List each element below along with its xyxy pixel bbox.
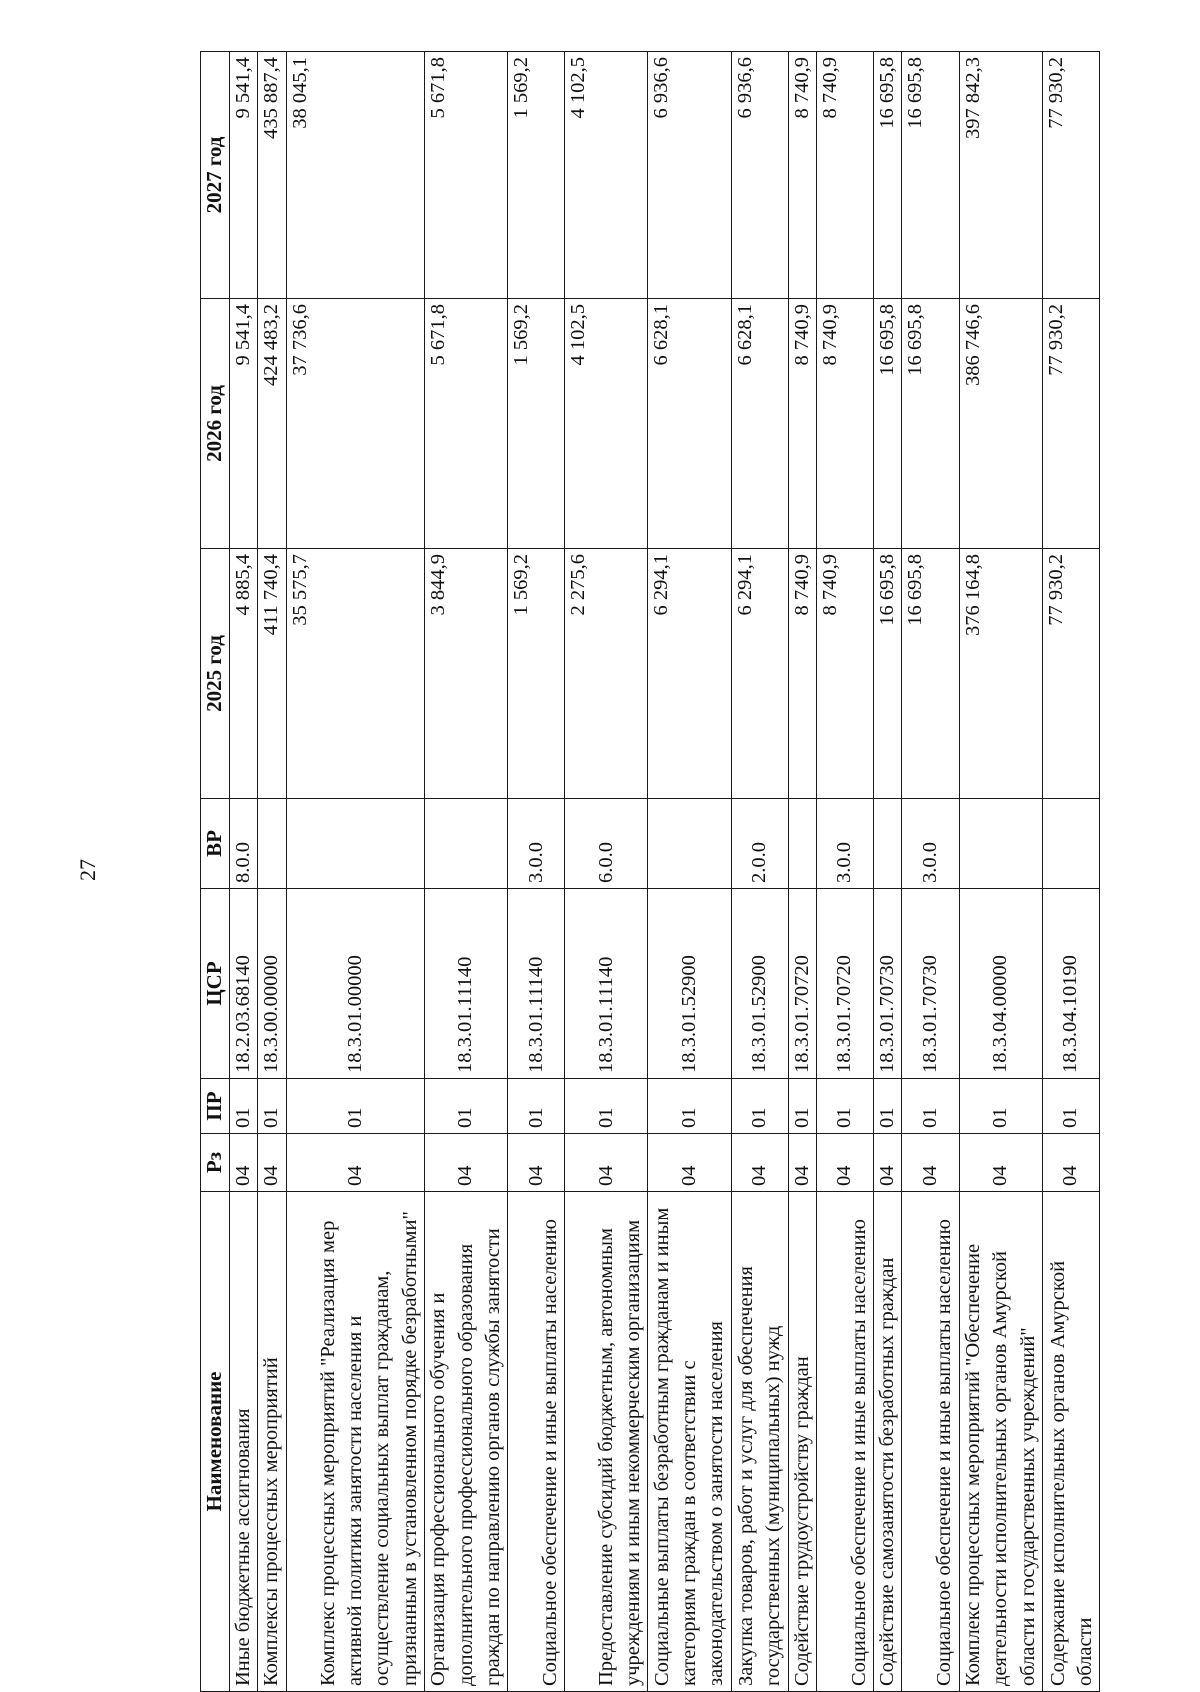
cell-name: Содействие трудоустройству граждан [788, 1192, 816, 1692]
cell-2027: 77 930,2 [1042, 52, 1099, 299]
cell-csr: 18.2.03.68140 [229, 889, 257, 1079]
cell-2027: 16 695,8 [902, 52, 959, 299]
cell-rz: 04 [508, 1134, 565, 1192]
table-row [565, 52, 648, 1692]
cell-vr [648, 799, 731, 889]
cell-2027: 38 045,1 [286, 52, 424, 299]
cell-rz: 04 [648, 1134, 731, 1192]
cell-name: Иные бюджетные ассигнования [229, 1192, 257, 1692]
cell-2027: 9 541,4 [229, 52, 257, 299]
cell-vr: 3.0.0 [817, 799, 874, 889]
table-row [258, 52, 286, 1692]
table-row [788, 52, 816, 1692]
cell-pr: 01 [229, 1079, 257, 1134]
cell-rz: 04 [1042, 1134, 1099, 1192]
table-row [508, 52, 565, 1692]
cell-vr [874, 799, 902, 889]
cell-2025: 3 844,9 [424, 549, 507, 799]
cell-vr [286, 799, 424, 889]
cell-pr: 01 [508, 1079, 565, 1134]
cell-vr [424, 799, 507, 889]
cell-name: Содействие самозанятости безработных граждан [874, 1192, 902, 1692]
cell-csr: 18.3.01.70730 [874, 889, 902, 1079]
cell-2026: 5 671,8 [424, 299, 507, 549]
header-name: Наименование [201, 1192, 230, 1692]
table-row [648, 52, 731, 1692]
cell-rz: 04 [731, 1134, 788, 1192]
cell-csr: 18.3.01.70730 [902, 889, 959, 1079]
cell-pr: 01 [874, 1079, 902, 1134]
table-row [959, 52, 1042, 1692]
table-row [817, 52, 874, 1692]
cell-2025: 1 569,2 [508, 549, 565, 799]
cell-2026: 6 628,1 [731, 299, 788, 549]
header-rz: Рз [201, 1134, 230, 1192]
budget-table-container [200, 52, 1100, 1692]
cell-2026: 77 930,2 [1042, 299, 1099, 549]
cell-2026: 37 736,6 [286, 299, 424, 549]
cell-pr: 01 [424, 1079, 507, 1134]
header-csr: ЦСР [201, 889, 230, 1079]
cell-csr: 18.3.00.00000 [258, 889, 286, 1079]
cell-2027: 6 936,6 [648, 52, 731, 299]
cell-csr: 18.3.01.11140 [424, 889, 507, 1079]
cell-2026: 386 746,6 [959, 299, 1042, 549]
cell-rz: 04 [286, 1134, 424, 1192]
cell-2025: 16 695,8 [902, 549, 959, 799]
cell-rz: 04 [424, 1134, 507, 1192]
cell-rz: 04 [959, 1134, 1042, 1192]
cell-2025: 16 695,8 [874, 549, 902, 799]
cell-2025: 77 930,2 [1042, 549, 1099, 799]
cell-vr: 3.0.0 [902, 799, 959, 889]
table-row [286, 52, 424, 1692]
cell-csr: 18.3.01.52900 [648, 889, 731, 1079]
cell-2027: 6 936,6 [731, 52, 788, 299]
header-row [201, 52, 230, 1692]
cell-2026: 8 740,9 [788, 299, 816, 549]
budget-table [200, 51, 1100, 1692]
cell-pr: 01 [565, 1079, 648, 1134]
header-2025: 2025 год [201, 549, 230, 799]
cell-rz: 04 [902, 1134, 959, 1192]
cell-pr: 01 [1042, 1079, 1099, 1134]
cell-rz: 04 [874, 1134, 902, 1192]
cell-2027: 4 102,5 [565, 52, 648, 299]
cell-2026: 4 102,5 [565, 299, 648, 549]
table-row [874, 52, 902, 1692]
cell-pr: 01 [817, 1079, 874, 1134]
header-vr: ВР [201, 799, 230, 889]
cell-name: Закупка товаров, работ и услуг для обеспечения государственных (муниципальных) нужд [731, 1192, 788, 1692]
cell-vr: 3.0.0 [508, 799, 565, 889]
cell-pr: 01 [648, 1079, 731, 1134]
cell-2025: 8 740,9 [817, 549, 874, 799]
cell-rz: 04 [817, 1134, 874, 1192]
cell-2025: 2 275,6 [565, 549, 648, 799]
cell-2027: 8 740,9 [817, 52, 874, 299]
table-row [424, 52, 507, 1692]
cell-vr: 8.0.0 [229, 799, 257, 889]
cell-2026: 424 483,2 [258, 299, 286, 549]
cell-name: Комплекс процессных мероприятий "Обеспечение деятельности исполнительных органов Амурской области и государственных учреждений" [959, 1192, 1042, 1692]
cell-csr: 18.3.01.11140 [508, 889, 565, 1079]
cell-pr: 01 [731, 1079, 788, 1134]
cell-vr: 2.0.0 [731, 799, 788, 889]
cell-name: Комплекс процессных мероприятий "Реализация мер активной политики занятости населения и осуществление социальных выплат гражданам, признанным в установленном порядке безработными" [286, 1192, 424, 1692]
cell-name: Содержание исполнительных органов Амурской области [1042, 1192, 1099, 1692]
table-row [902, 52, 959, 1692]
cell-csr: 18.3.01.70720 [788, 889, 816, 1079]
cell-2027: 8 740,9 [788, 52, 816, 299]
cell-2027: 435 887,4 [258, 52, 286, 299]
cell-2027: 1 569,2 [508, 52, 565, 299]
cell-vr [1042, 799, 1099, 889]
table-row [1042, 52, 1099, 1692]
header-2027: 2027 год [201, 52, 230, 299]
cell-rz: 04 [258, 1134, 286, 1192]
cell-csr: 18.3.04.00000 [959, 889, 1042, 1079]
cell-2026: 16 695,8 [874, 299, 902, 549]
cell-2025: 6 294,1 [648, 549, 731, 799]
cell-csr: 18.3.01.11140 [565, 889, 648, 1079]
cell-csr: 18.3.01.70720 [817, 889, 874, 1079]
table-row [229, 52, 257, 1692]
cell-2025: 4 885,4 [229, 549, 257, 799]
cell-2025: 8 740,9 [788, 549, 816, 799]
cell-name: Предоставление субсидий бюджетным, автономным учреждениям и иным некоммерческим организациям [565, 1192, 648, 1692]
header-2026: 2026 год [201, 299, 230, 549]
cell-2025: 35 575,7 [286, 549, 424, 799]
cell-name: Организация профессионального обучения и дополнительного профессионального образования граждан по направлению органов службы занятости [424, 1192, 507, 1692]
cell-csr: 18.3.01.00000 [286, 889, 424, 1079]
cell-pr: 01 [286, 1079, 424, 1134]
cell-name: Социальное обеспечение и иные выплаты населению [817, 1192, 874, 1692]
cell-2025: 6 294,1 [731, 549, 788, 799]
cell-2026: 6 628,1 [648, 299, 731, 549]
cell-pr: 01 [902, 1079, 959, 1134]
cell-pr: 01 [258, 1079, 286, 1134]
cell-name: Социальные выплаты безработным гражданам и иным категориям граждан в соответствии с законодательством о занятости населения [648, 1192, 731, 1692]
cell-2026: 9 541,4 [229, 299, 257, 549]
cell-vr [959, 799, 1042, 889]
cell-pr: 01 [788, 1079, 816, 1134]
cell-2026: 16 695,8 [902, 299, 959, 549]
cell-2027: 397 842,3 [959, 52, 1042, 299]
cell-name: Социальное обеспечение и иные выплаты населению [508, 1192, 565, 1692]
cell-rz: 04 [565, 1134, 648, 1192]
header-pr: ПР [201, 1079, 230, 1134]
cell-vr [258, 799, 286, 889]
cell-name: Социальное обеспечение и иные выплаты населению [902, 1192, 959, 1692]
cell-csr: 18.3.01.52900 [731, 889, 788, 1079]
cell-vr [788, 799, 816, 889]
cell-2026: 8 740,9 [817, 299, 874, 549]
cell-2027: 16 695,8 [874, 52, 902, 299]
cell-name: Комплексы процессных мероприятий [258, 1192, 286, 1692]
cell-rz: 04 [229, 1134, 257, 1192]
cell-2027: 5 671,8 [424, 52, 507, 299]
cell-2025: 376 164,8 [959, 549, 1042, 799]
cell-2025: 411 740,4 [258, 549, 286, 799]
cell-2026: 1 569,2 [508, 299, 565, 549]
cell-pr: 01 [959, 1079, 1042, 1134]
cell-vr: 6.0.0 [565, 799, 648, 889]
page-number: 27 [75, 859, 100, 881]
table-row [731, 52, 788, 1692]
cell-csr: 18.3.04.10190 [1042, 889, 1099, 1079]
cell-rz: 04 [788, 1134, 816, 1192]
